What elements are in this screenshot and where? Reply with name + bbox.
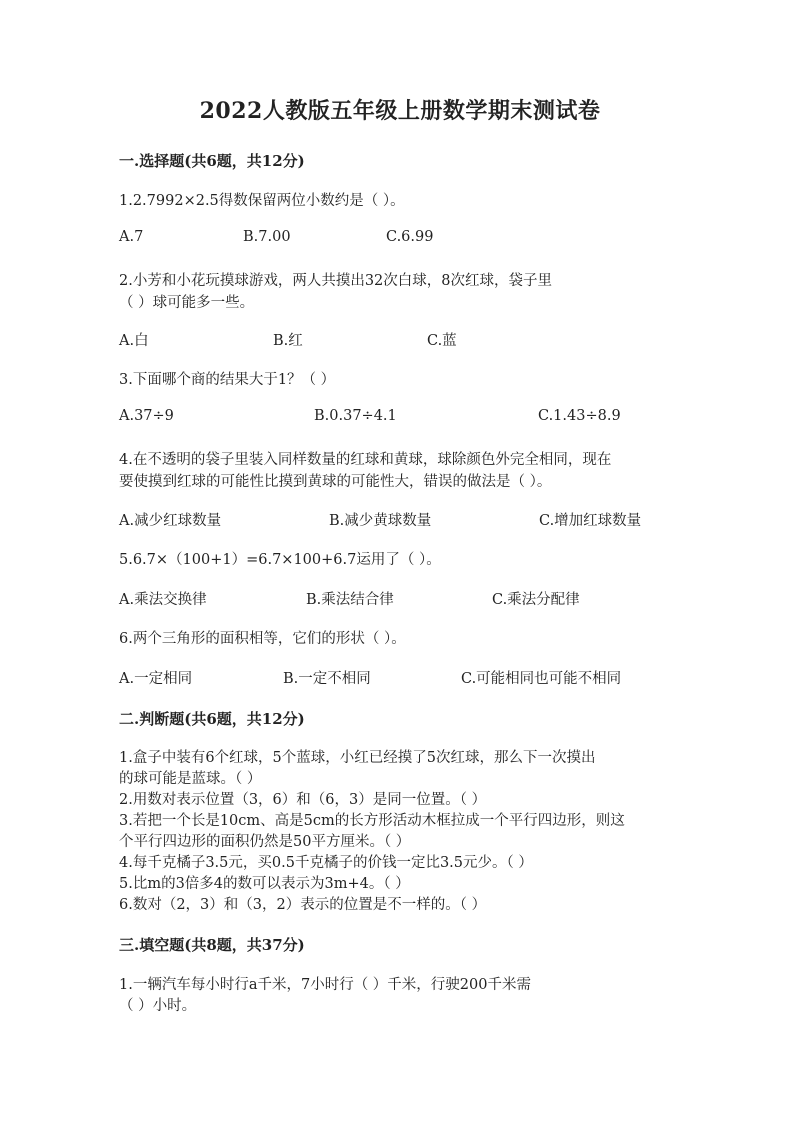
section-heading-judgement: 二.判断题(共6题，共12分): [119, 710, 305, 728]
question-4-option-b: B.减少黄球数量: [329, 513, 432, 529]
question-4-text-line-2: 要使摸到红球的可能性比摸到黄球的可能性大，错误的做法是（ ）。: [119, 474, 552, 490]
question-6-option-c: C.可能相同也可能不相同: [461, 671, 622, 687]
section-heading-choice: 一.选择题(共6题，共12分): [119, 152, 305, 170]
question-5-option-b: B.乘法结合律: [306, 592, 394, 608]
question-4-text-line-1: 4.在不透明的袋子里装入同样数量的红球和黄球，球除颜色外完全相同，现在: [119, 452, 612, 468]
question-2-option-a: A.白: [119, 333, 149, 349]
judgement-line: 6.数对（2，3）和（3，2）表示的位置是不一样的。（ ）: [119, 897, 487, 913]
question-1-text: 1.2.7992×2.5得数保留两位小数约是（ ）。: [119, 193, 405, 209]
question-3-option-c: C.1.43÷8.9: [538, 408, 621, 424]
question-1-option-c: C.6.99: [386, 229, 434, 245]
question-5-option-c: C.乘法分配律: [492, 592, 580, 608]
question-2-option-b: B.红: [273, 333, 303, 349]
question-1-option-a: A.7: [119, 229, 144, 245]
fill-blank-line: （ ）小时。: [119, 998, 197, 1014]
judgement-line: 5.比m的3倍多4的数可以表示为3m+4。（ ）: [119, 876, 410, 892]
question-3-text: 3.下面哪个商的结果大于1？（ ）: [119, 372, 336, 388]
question-4-option-a: A.减少红球数量: [119, 513, 222, 529]
question-6-text: 6.两个三角形的面积相等，它们的形状（ ）。: [119, 631, 406, 647]
question-2-option-c: C.蓝: [427, 333, 457, 349]
question-1-option-b: B.7.00: [243, 229, 291, 245]
question-2-text-line-2: （ ）球可能多一些。: [119, 295, 255, 311]
fill-blank-line: 1.一辆汽车每小时行a千米，7小时行（ ）千米，行驶200千米需: [119, 977, 531, 993]
question-6-option-b: B.一定不相同: [283, 671, 371, 687]
question-3-option-b: B.0.37÷4.1: [314, 408, 397, 424]
judgement-line: 4.每千克橘子3.5元，买0.5千克橘子的价钱一定比3.5元少。（ ）: [119, 855, 533, 871]
question-2-text-line-1: 2.小芳和小花玩摸球游戏，两人共摸出32次白球，8次红球，袋子里: [119, 273, 553, 289]
question-4-option-c: C.增加红球数量: [539, 513, 642, 529]
judgement-line: 2.用数对表示位置（3，6）和（6，3）是同一位置。（ ）: [119, 792, 487, 808]
page-title: 2022人教版五年级上册数学期末测试卷: [199, 98, 601, 124]
judgement-line: 1.盒子中装有6个红球，5个蓝球，小红已经摸了5次红球，那么下一次摸出: [119, 750, 596, 766]
judgement-line: 的球可能是蓝球。（ ）: [119, 771, 262, 787]
question-3-option-a: A.37÷9: [119, 408, 174, 424]
question-5-text: 5.6.7×（100+1）=6.7×100+6.7运用了（ ）。: [119, 552, 441, 568]
section-heading-fill-blank: 三.填空题(共8题，共37分): [119, 936, 305, 954]
question-6-option-a: A.一定相同: [119, 671, 193, 687]
judgement-line: 个平行四边形的面积仍然是50平方厘米。（ ）: [119, 834, 411, 850]
question-5-option-a: A.乘法交换律: [119, 592, 207, 608]
judgement-line: 3.若把一个长是10cm、高是5cm的长方形活动木框拉成一个平行四边形，则这: [119, 813, 625, 829]
